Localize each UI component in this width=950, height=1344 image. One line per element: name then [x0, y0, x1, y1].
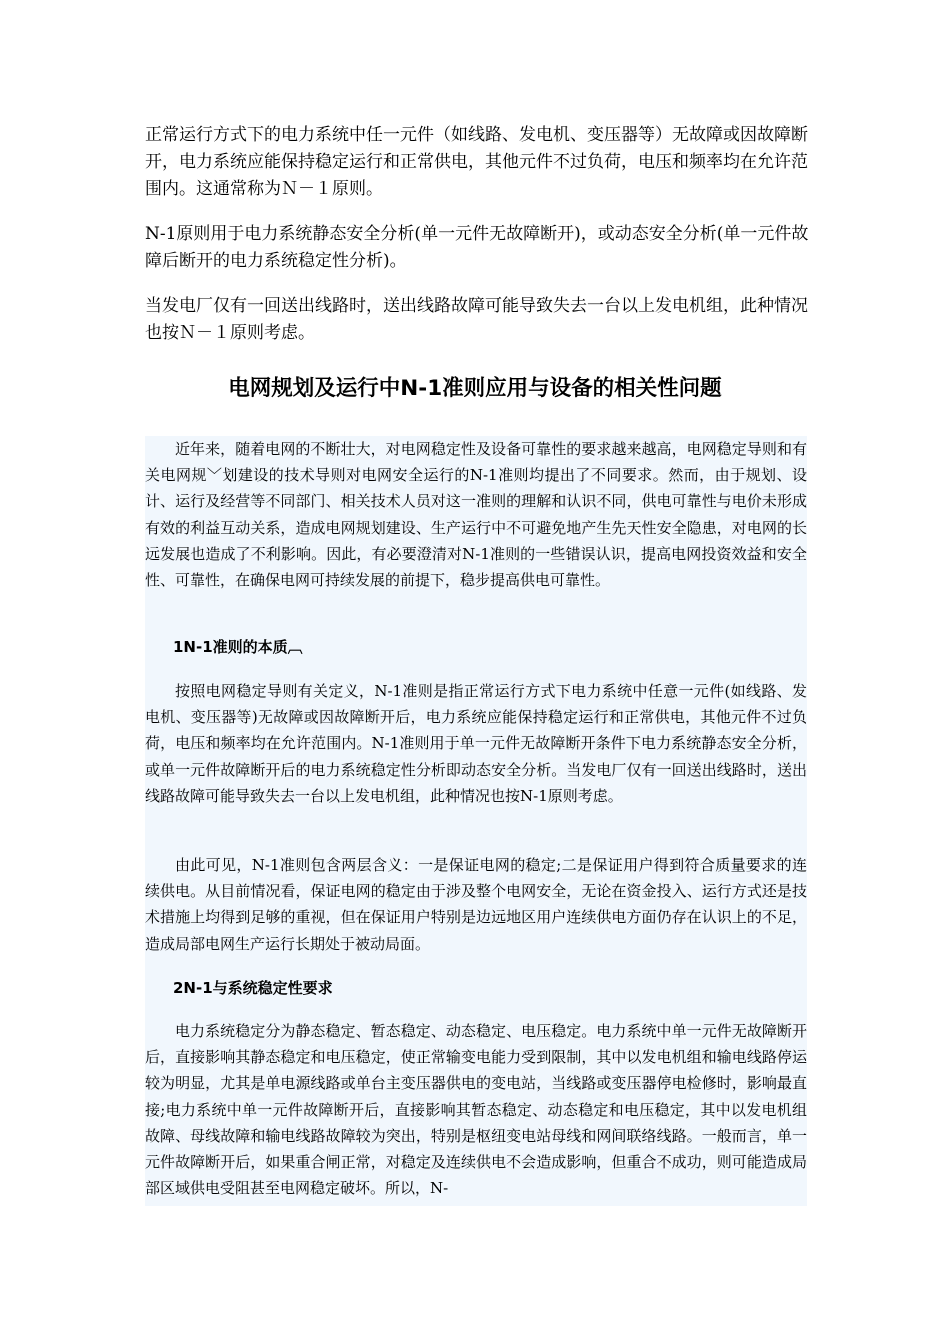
article-title: 电网规划及运行中N-1准则应用与设备的相关性问题 [228, 376, 722, 401]
section-heading-2: 2N-1与系统稳定性要求 [173, 979, 333, 997]
article-body [145, 436, 807, 1206]
intro-paragraph-3: 当发电厂仅有一回送出线路时，送出线路故障可能导致失去一台以上发电机组，此种情况也按Ｎ－１原则考虑。 [145, 296, 808, 343]
article-paragraph-3: 由此可见，N-1准则包含两层含义：一是保证电网的稳定;二是保证用户得到符合质量要求的连续供电。从目前情况看，保证电网的稳定由于涉及整个电网安全，无论在资金投入、运行方式还是技术措施上均得到足够的重视，但在保证用户特别是边远地区用户连续供电方面仍存在认识上的不足，造成局部电网生产运行长期处于被动局面。 [145, 856, 807, 953]
article-paragraph-4: 电力系统稳定分为静态稳定、暂态稳定、动态稳定、电压稳定。电力系统中单一元件无故障断开后，直接影响其静态稳定和电压稳定，使正常输变电能力受到限制，其中以发电机组和输电线路停运较为明显，尤其是单电源线路或单台主变压器供电的变电站，当线路或变压器停电检修时，影响最直接;电力系统中单一元件故障断开后，直接影响其暂态稳定、动态稳定和电压稳定，其中以发电机组故障、母线故障和输电线路故障较为突出，特别是枢纽变电站母线和网间联络线路。一般而言，单一元件故障断开后，如果重合闸正常，对稳定及连续供电不会造成影响，但重合不成功，则可能造成局部区域供电受阻甚至电网稳定破坏。所以，N- [145, 1022, 807, 1198]
article-paragraph-1: 近年来，随着电网的不断壮大，对电网稳定性及设备可靠性的要求越来越高，电网稳定导则和有关电网规﹀划建设的技术导则对电网安全运行的N-1准则均提出了不同要求。然而，由于规划、设计、运行及经营等不同部门、相关技术人员对这一准则的理解和认识不同，供电可靠性与电价未形成有效的利益互动关系，造成电网规划建设、生产运行中不可避免地产生先天性安全隐患，对电网的长远发展也造成了不利影响。因此，有必要澄清对N-1准则的一些错误认识，提高电网投资效益和安全性、可靠性，在确保电网可持续发展的前提下，稳步提高供电可靠性。 [145, 440, 807, 590]
intro-paragraph-2: N-1原则用于电力系统静态安全分析(单一元件无故障断开)，或动态安全分析(单一元件故障后断开的电力系统稳定性分析)。 [145, 224, 809, 271]
intro-paragraph-1: 正常运行方式下的电力系统中任一元件（如线路、发电机、变压器等）无故障或因故障断开，电力系统应能保持稳定运行和正常供电，其他元件不过负荷，电压和频率均在允许范围内。这通常称为Ｎ－１原则。 [145, 125, 808, 199]
article-paragraph-2: 按照电网稳定导则有关定义，N-1准则是指正常运行方式下电力系统中任意一元件(如线路、发电机、变压器等)无故障或因故障断开后，电力系统应能保持稳定运行和正常供电，其他元件不过负荷，电压和频率均在允许范围内。N-1准则用于单一元件无故障断开条件下电力系统静态安全分析，或单一元件故障断开后的电力系统稳定性分析即动态安全分析。当发电厂仅有一回送出线路时，送出线路故障可能导致失去一台以上发电机组，此种情况也按N-1原则考虑。 [145, 682, 807, 805]
section-heading-1: 1N-1准则的本质︹ [173, 638, 303, 656]
